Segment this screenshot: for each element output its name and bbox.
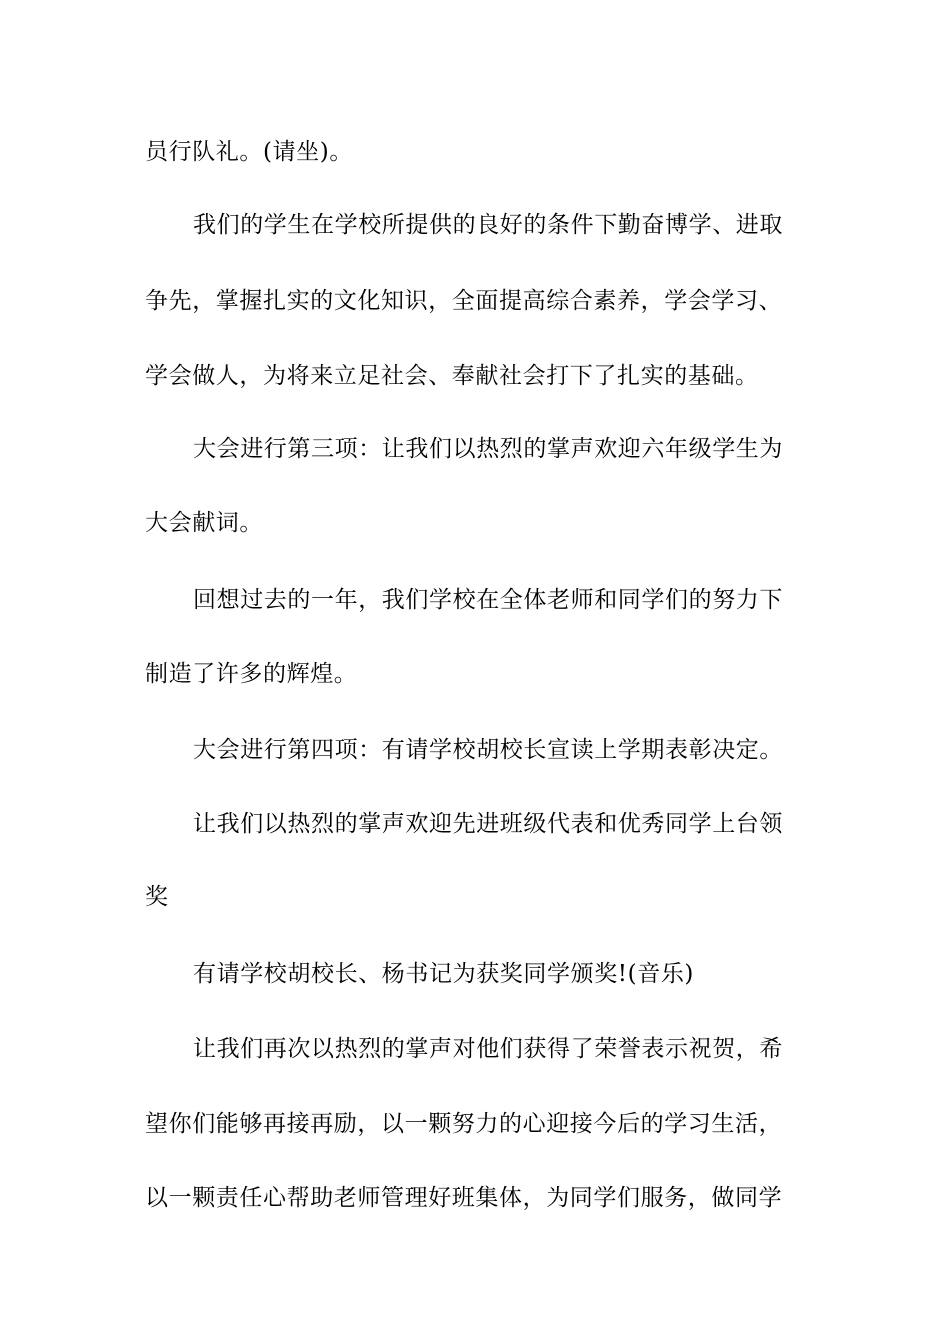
text-line-p7-l0: 让我们再次以热烈的掌声对他们获得了荣誉表示祝贺，希 [193,1036,783,1062]
text-line-p5-l1: 奖 [145,884,169,910]
text-line-p2-l0: 大会进行第三项：让我们以热烈的掌声欢迎六年级学生为 [193,436,783,462]
text-line-p1-l1: 争先，掌握扎实的文化知识，全面提高综合素养，学会学习、 [145,288,783,314]
text-line-p5-l0: 让我们以热烈的掌声欢迎先进班级代表和优秀同学上台领 [193,811,783,837]
text-line-p2-l1: 大会献词。 [145,510,263,536]
text-line-p6-l0: 有请学校胡校长、杨书记为获奖同学颁奖!(音乐) [193,961,694,987]
text-line-p3-l0: 回想过去的一年，我们学校在全体老师和同学们的努力下 [193,587,783,613]
text-line-p1-l2: 学会做人，为将来立足社会、奉献社会打下了扎实的基础。 [145,363,759,389]
text-line-p4-l0: 大会进行第四项：有请学校胡校长宣读上学期表彰决定。 [193,737,783,763]
text-line-p7-l2: 以一颗责任心帮助老师管理好班集体，为同学们服务，做同学 [145,1185,783,1211]
text-line-p7-l1: 望你们能够再接再励，以一颗努力的心迎接今后的学习生活， [145,1111,783,1137]
text-line-p3-l1: 制造了许多的辉煌。 [145,661,358,687]
text-line-p1-l0: 我们的学生在学校所提供的良好的条件下勤奋博学、进取 [193,212,783,238]
text-line-p0-l0: 员行队礼。(请坐)。 [145,139,353,165]
